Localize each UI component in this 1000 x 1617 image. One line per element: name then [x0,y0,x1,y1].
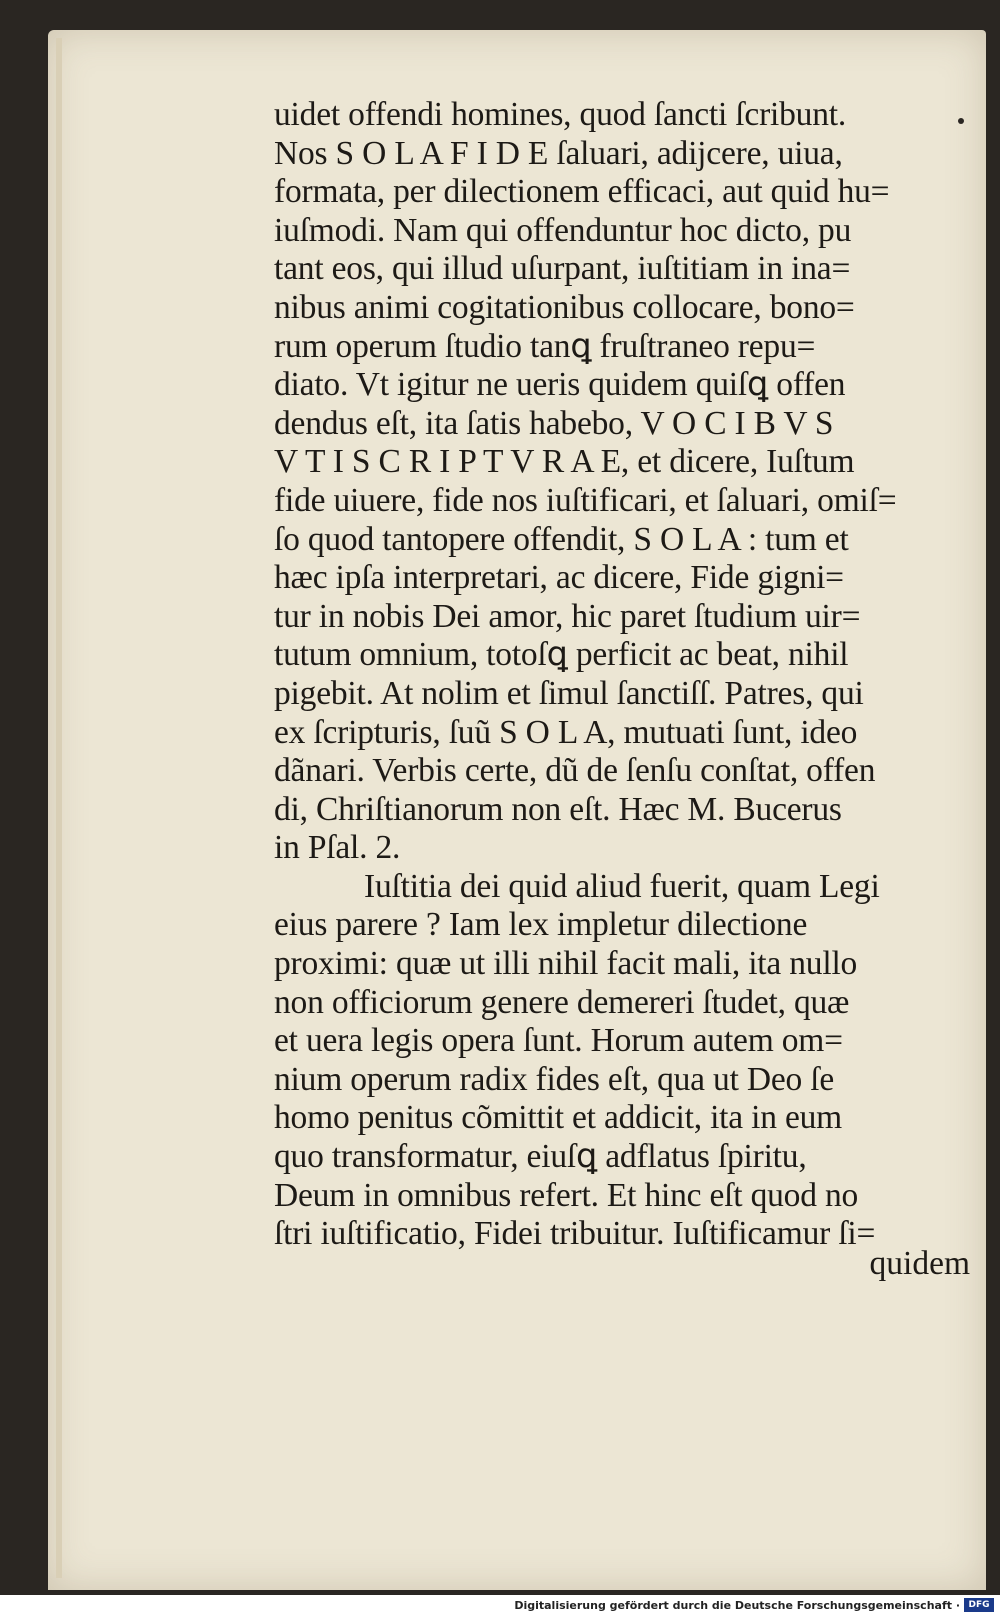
text-line: V T I S C R I P T V R A E, et dicere, Iuſtum [274,443,855,481]
margin-dot [992,1126,998,1132]
text-line: tur in nobis Dei amor, hic paret ſtudium uir= [274,597,861,635]
margin-dot [958,118,964,124]
text-line: non officiorum genere demereri ſtudet, quæ [274,983,850,1021]
text-line: in Pſal. 2. [274,829,401,867]
dfg-logo: DFG [964,1598,994,1612]
text-line: proximi: quæ ut illi nihil facit mali, ita nullo [274,945,858,983]
text-line: eius parere ? Iam lex impletur dilectione [274,906,808,944]
text-line: Deum in omnibus refert. Et hinc eſt quod no [274,1176,859,1214]
text-line: formata, per dilectionem efficaci, aut quid hu= [274,173,890,211]
text-line: ex ſcripturis, ſuũ S O L A, mutuati ſunt, ideo [274,713,858,751]
catchword: quidem [869,1245,970,1282]
text-line: nibus animi cogitationibus collocare, bono= [274,288,855,326]
text-line: uidet offendi homines, quod ſancti ſcribunt. [274,96,847,133]
text-line: nium operum radix fides eſt, qua ut Deo ſe [274,1060,835,1098]
text-line: rum operum ſtudio tanꝗ fruſtraneo repu= [274,327,816,365]
text-line: ſo quod tantopere offendit, S O L A : tum et [274,520,849,558]
text-line: dendus eſt, ita ſatis habebo, V O C I B V S [274,404,834,442]
text-line: pigebit. At nolim et ſimul ſanctiſſ. Patres, qui [274,674,864,712]
text-line: et uera legis opera ſunt. Horum autem om= [274,1022,843,1060]
text-line: tant eos, qui illud uſurpant, iuſtitiam in ina= [274,250,851,288]
text-line: iuſmodi. Nam qui offenduntur hoc dicto, pu [274,211,852,249]
text-line: diato. Vt igitur ne ueris quidem quiſꝗ offen [274,366,846,404]
page-gutter [56,38,62,1578]
footer-bar [0,1595,1000,1617]
text-line: dãnari. Verbis certe, dũ de ſenſu conſtat, offen [274,752,876,790]
text-line: tutum omnium, totoſꝗ perficit ac beat, nihil [274,636,849,674]
funding-credit: Digitalisierung gefördert durch die Deutsche Forschungsgemeinschaft · [514,1599,960,1612]
text-line: Nos S O L A F I D E ſaluari, adijcere, uiua, [274,134,843,172]
text-line: hæc ipſa interpretari, ac dicere, Fide gigni= [274,559,844,597]
text-line: fide uiuere, fide nos iuſtificari, et ſaluari, omiſ= [274,481,897,519]
body-text [274,96,974,1254]
text-line: ſtri iuſtificatio, Fidei tribuitur. Iuſtificamur ſi= [274,1215,876,1253]
text-line: quo transformatur, eiuſꝗ adflatus ſpiritu, [274,1138,807,1176]
text-line: di, Chriſtianorum non eſt. Hæc M. Bucerus [274,790,842,828]
text-line: homo penitus cõmittit et addicit, ita in eum [274,1099,843,1137]
paragraph-start-line: Iuſtitia dei quid aliud fuerit, quam Legi [364,867,880,905]
